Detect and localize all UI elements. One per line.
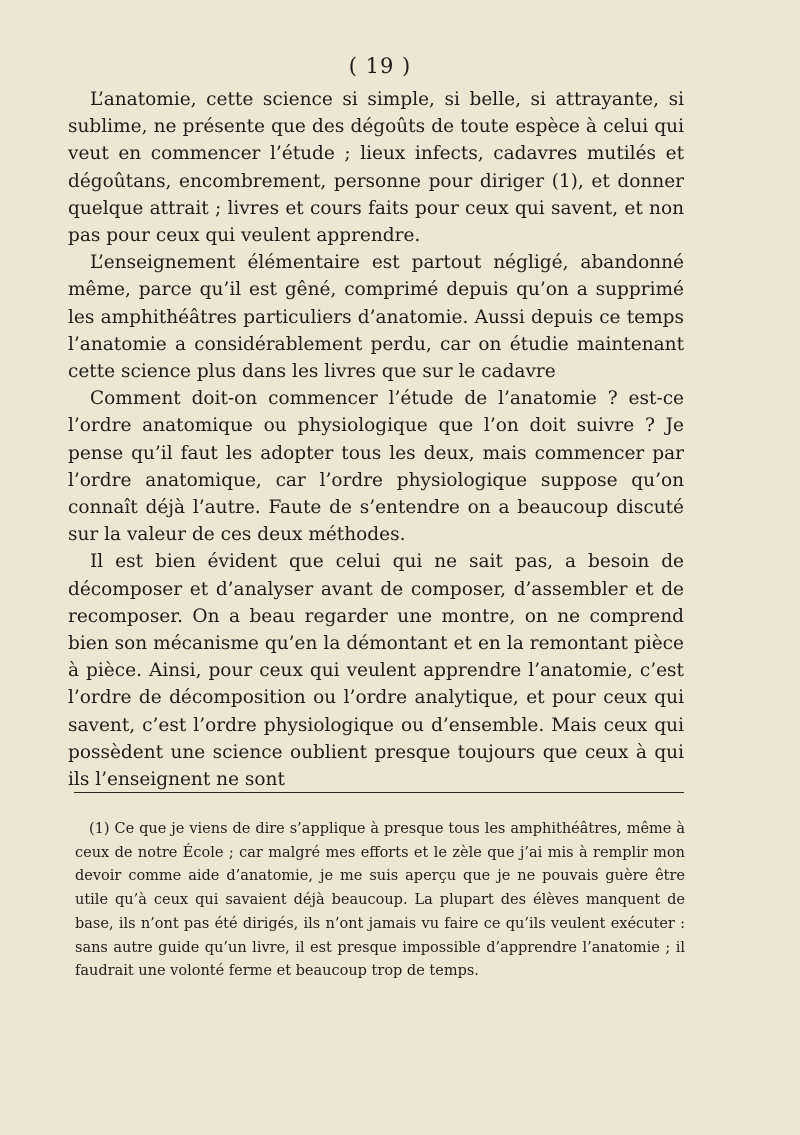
paragraph-3: Comment doit-on commencer l’étude de l’anatomie ? est-ce l’ordre anatomique ou physiologique que l’on doit suivre ? Je pense qu’il faut les adopter tous les deux, mais commencer par l’ordre anatomique, car l’ordre physiologique suppose qu’on connaît déjà l’autre. Faute de s’entendre on a beaucoup discuté sur la valeur de ces deux méthodes.	[68, 388, 684, 546]
paragraph-2: L’enseignement élémentaire est partout négligé, abandonné même, parce qu’il est gêné, comprimé depuis qu’on a supprimé les amphithéâtres particuliers d’anatomie. Aussi depuis ce temps l’anatomie a considérablement perdu, car on étudie maintenant cette science plus dans les livres que sur le cadavre	[68, 252, 684, 383]
main-text	[68, 86, 684, 793]
page-number: ( 19 )	[348, 54, 412, 78]
footnote: (1) Ce que je viens de dire s’applique à presque tous les amphithéâtres, même à ceux de notre École ; car malgré mes efforts et le zèle que j’ai mis à remplir mon devoir comme aide d’anatomie, je me suis aperçu que je ne pouvais guère être utile qu’à ceux qui savaient déjà beaucoup. La plupart des élèves manquent de base, ils n’ont pas été dirigés, ils n’ont jamais vu faire ce qu’ils veulent exécuter : sans autre guide qu’un livre, il est presque impossible d’apprendre l’anatomie ; il faudrait une volonté ferme et beaucoup trop de temps.	[75, 821, 685, 980]
paragraph-1: L’anatomie, cette science si simple, si belle, si attrayante, si sublime, ne présente que des dégoûts de toute espèce à celui qui veut en commencer l’étude ; lieux infects, cadavres mutilés et dégoûtans, encombrement, personne pour diriger (1), et donner quelque attrait ; livres et cours faits pour ceux qui savent, et non pas pour ceux qui veulent apprendre.	[68, 89, 684, 247]
footnote-separator	[74, 792, 684, 793]
paragraph-4: Il est bien évident que celui qui ne sait pas, a besoin de décomposer et d’analyser avant de composer, d’assembler et de recomposer. On a beau regarder une montre, on ne comprend bien son mécanisme qu’en la démontant et en la remontant pièce à pièce. Ainsi, pour ceux qui veulent apprendre l’anatomie, c’est l’ordre de décomposition ou l’ordre analytique, et pour ceux qui savent, c’est l’ordre physiologique ou d’ensemble. Mais ceux qui possèdent une science oublient presque toujours que ceux à qui ils l’enseignent ne sont	[68, 551, 684, 791]
